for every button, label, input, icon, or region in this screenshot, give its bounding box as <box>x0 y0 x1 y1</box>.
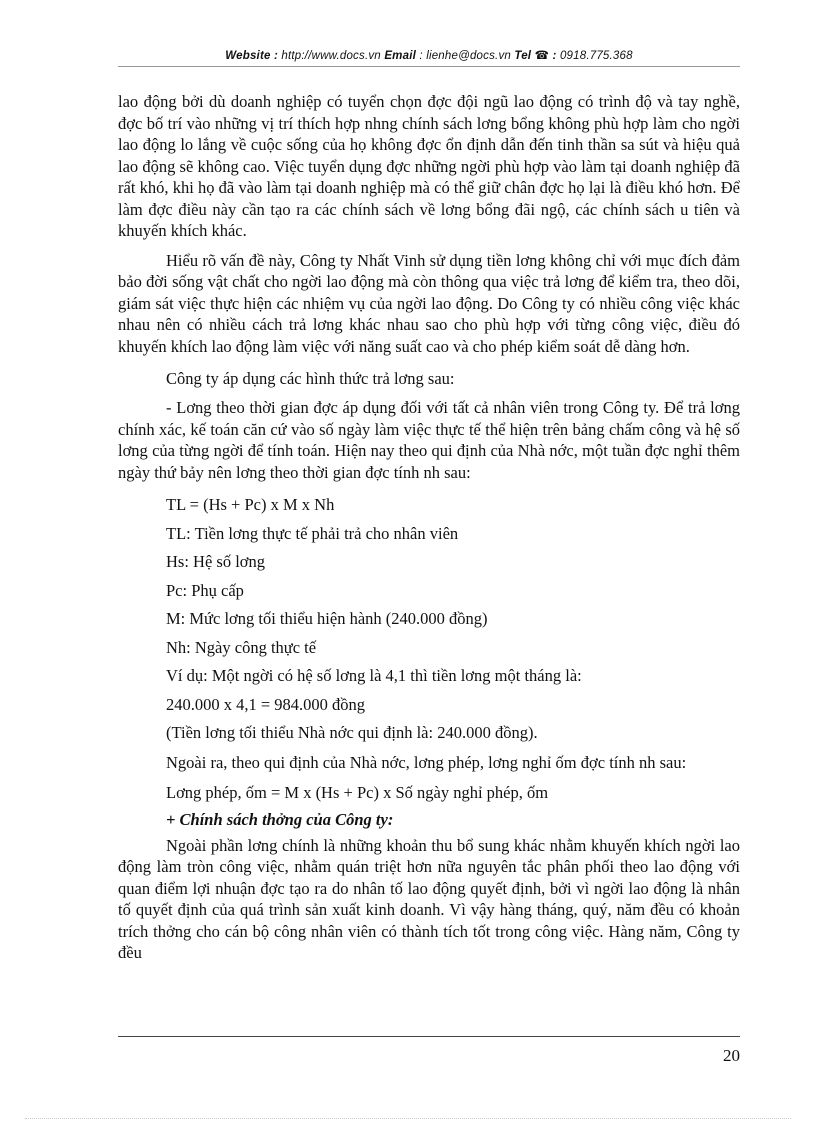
paragraph-2: Hiểu rõ vấn đề này, Công ty Nhất Vinh sử dụng tiền lơng không chỉ với mục đích đảm bảo đời sống vật chất cho ngời lao động mà còn thông qua việc trả lơng để kiểm tra, theo dõi, giám sát việc thực hiện các nhiệm vụ của ngời lao động. Do Công ty có nhiều công việc khác nhau nên có nhiều cách trả lơng khác nhau sao cho phù hợp với từng công việc, điều đó khuyến khích lao động làm việc với năng suất cao và cho phép kiểm soát dễ dàng hơn. <box>118 250 740 356</box>
page-bottom-border <box>25 1118 791 1119</box>
paragraph-6: Ngoài phần lơng chính là những khoản thu bổ sung khác nhằm khuyến khích ngời lao động làm tròn công việc, nhằm quán triệt hơn nữa nguyên tắc phân phối theo lao động với quan điểm lợi nhuận đợc tạo ra do nhân tố lao động quyết định, bởi vì ngời lao động là nhân tố quyết định của quá trình sản xuất kinh doanh. Vì vậy hàng tháng, quý, năm đều có khoản trích thởng cho cán bộ công nhân viên có thành tích tốt trong công việc. Hàng năm, Công ty đều <box>118 835 740 962</box>
formula-nh-def: Nh: Ngày công thực tế <box>166 637 317 657</box>
website-url[interactable]: http://www.docs.vn <box>281 50 381 62</box>
page-header <box>118 48 740 62</box>
formula-pc-def: Pc: Phụ cấp <box>166 580 244 600</box>
formula-m-def: M: Mức lơng tối thiểu hiện hành (240.000 đồng) <box>166 609 488 628</box>
tel-value: 0918.775.368 <box>559 50 633 62</box>
paragraph-5: Ngoài ra, theo qui định của Nhà nớc, lơng phép, lơng nghỉ ốm đợc tính nh sau: <box>166 752 687 772</box>
website-label: Website : <box>225 50 279 62</box>
tel-label: Tel ☎ : <box>514 50 557 62</box>
formula-tl-def: TL: Tiền lơng thực tế phải trả cho nhân viên <box>166 523 459 543</box>
formula-hs-def: Hs: Hệ số lơng <box>166 552 266 571</box>
section-heading: + Chính sách thởng của Công ty: <box>166 809 394 829</box>
example-note: (Tiền lơng tối thiểu Nhà nớc qui định là: 240.000 đồng). <box>166 723 538 742</box>
email-value[interactable]: : lienhe@docs.vn <box>419 50 511 62</box>
footer-divider <box>118 1036 740 1037</box>
page-number: 20 <box>723 1046 740 1065</box>
formula-leave: Lơng phép, ốm = M x (Hs + Pc) x Số ngày nghỉ phép, ốm <box>166 783 549 802</box>
document-body <box>118 91 740 964</box>
paragraph-3: Công ty áp dụng các hình thức trả lơng sau: <box>166 369 455 388</box>
paragraph-4: - Lơng theo thời gian đợc áp dụng đối với tất cả nhân viên trong Công ty. Để trả lơng chính xác, kế toán căn cứ vào số ngày làm việc thực tế thể hiện trên bảng chấm công và hệ số lơng của từng ngời để tính toán. Hiện nay theo qui định của Nhà nớc, một tuần đợc nghỉ thêm ngày thứ bảy nên lơng theo thời gian đợc tính nh sau: <box>118 398 740 482</box>
example-calc: 240.000 x 4,1 = 984.000 đồng <box>166 694 366 714</box>
formula-tl: TL = (Hs + Pc) x M x Nh <box>166 495 335 514</box>
paragraph-1: lao động bởi dù doanh nghiệp có tuyển chọn đợc đội ngũ lao động có trình độ và tay nghề, đợc bố trí vào những vị trí thích hợp nhng chính sách lơng bổng không phù hợp làm cho ngời lao động lo lắng về cuộc sống của họ không đợc ổn định dẫn đến tinh thần sa sút và hiệu quả lao động sẽ không cao. Việc tuyển dụng đợc những ngời phù hợp vào làm tại doanh nghiệp đã rất khó, khi họ đã vào làm tại doanh nghiệp mà có thể giữ chân đợc họ lại là điều khó hơn. Để làm đợc điều này cần tạo ra các chính sách về lơng bổng đãi ngộ, các chính sách u tiên và khuyến khích khác. <box>118 92 740 240</box>
header-divider <box>118 66 740 67</box>
email-label: Email <box>384 50 416 62</box>
example-text: Ví dụ: Một ngời có hệ số lơng là 4,1 thì tiền lơng một tháng là: <box>166 666 582 685</box>
